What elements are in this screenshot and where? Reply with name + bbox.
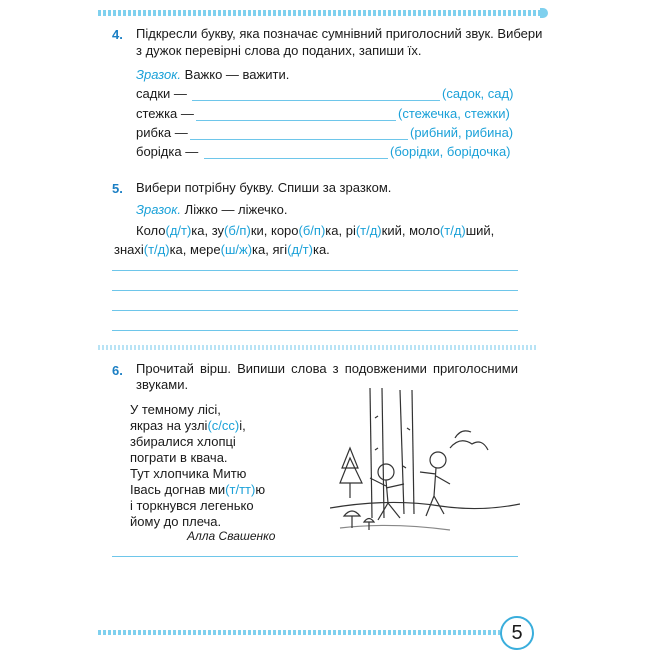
exercise-4-row-4-word: борідка — <box>136 144 199 159</box>
exercise-4-sample <box>136 66 289 84</box>
poem-line <box>130 418 265 434</box>
exercise-4-instruction-line1: Підкресли букву, яка позначає сумнівний приголосний звук. Вибери <box>136 26 543 41</box>
exercise-4-row-1-hint: (садок, сад) <box>442 86 514 101</box>
exercise-5-instruction: Вибери потрібну букву. Спиши за зразком. <box>136 180 392 195</box>
text-fragment: У темному лісі, <box>130 402 221 417</box>
exercise-6-number: 6. <box>112 363 123 378</box>
sample-label: Зразок. <box>136 202 182 217</box>
text-fragment: ший, <box>465 223 495 238</box>
text-fragment: і торкнувся легенько <box>130 498 254 513</box>
text-fragment: і, <box>239 418 246 433</box>
answer-line[interactable] <box>196 120 396 121</box>
bottom-border-decoration <box>98 630 500 635</box>
poem-line <box>130 498 265 514</box>
letter-choice: (б/п) <box>224 223 251 238</box>
answer-line[interactable] <box>192 100 440 101</box>
writing-line[interactable] <box>112 270 518 271</box>
text-fragment: ка, зу <box>191 223 225 238</box>
writing-line[interactable] <box>112 310 518 311</box>
poem-line <box>130 450 265 466</box>
poem-line <box>130 514 265 530</box>
text-fragment: ка. <box>312 242 330 257</box>
text-fragment: кий, моло <box>381 223 440 238</box>
page-number: 5 <box>500 616 534 650</box>
poem-line <box>130 434 265 450</box>
letter-choice: (т/тт) <box>225 482 256 497</box>
exercise-4-row-3-hint: (рибний, рибина) <box>410 125 514 140</box>
text-fragment: ки, коро <box>250 223 299 238</box>
sample-label: Зразок. <box>136 67 182 82</box>
letter-choice: (с/сс) <box>207 418 240 433</box>
exercise-4-row-3-word: рибка — <box>136 125 188 140</box>
text-fragment: пограти в квача. <box>130 450 228 465</box>
letter-choice: (д/т) <box>165 223 192 238</box>
letter-choice: (т/д) <box>355 223 382 238</box>
exercise-5-line-2 <box>114 241 330 259</box>
top-border-end-decoration <box>540 8 548 18</box>
letter-choice: (д/т) <box>287 242 313 257</box>
exercise-6-instruction-line2: звуками. <box>136 377 189 392</box>
exercise-4-instruction-line2: з дужок перевірні слова до поданих, запиши їх. <box>136 43 422 58</box>
poem <box>130 402 265 530</box>
text-fragment: збиралися хлопці <box>130 434 236 449</box>
text-fragment: якраз на узлі <box>130 418 208 433</box>
text-fragment: ю <box>255 482 266 497</box>
answer-line[interactable] <box>204 158 388 159</box>
exercise-4-number: 4. <box>112 27 123 42</box>
exercise-5-number: 5. <box>112 181 123 196</box>
exercise-4-row-2-hint: (стежечка, стежки) <box>398 106 510 121</box>
poem-line <box>130 482 265 498</box>
writing-line[interactable] <box>112 556 518 557</box>
text-fragment: Коло <box>136 223 166 238</box>
text-fragment: знахі <box>114 242 144 257</box>
exercise-5-sample <box>136 201 287 219</box>
answer-line[interactable] <box>190 139 408 140</box>
exercise-4-row-4-hint: (борідки, борідочка) <box>390 144 511 159</box>
text-fragment: ка, ягі <box>252 242 288 257</box>
writing-line[interactable] <box>112 330 518 331</box>
sample-text: Ліжко — ліжечко. <box>184 202 288 217</box>
text-fragment: ка, рі <box>325 223 356 238</box>
letter-choice: (б/п) <box>298 223 326 238</box>
top-border-decoration <box>98 10 548 16</box>
forest-illustration-image <box>330 388 520 548</box>
letter-choice: (ш/ж) <box>220 242 253 257</box>
poem-line <box>130 402 265 418</box>
exercise-5-line-1 <box>136 222 494 240</box>
text-fragment: ка, мере <box>169 242 221 257</box>
text-fragment: Івась догнав ми <box>130 482 226 497</box>
exercise-4-row-1-word: садки — <box>136 86 187 101</box>
writing-line[interactable] <box>112 290 518 291</box>
exercise-6-instruction-line1: Прочитай вірш. Випиши слова з подовженими приголосними <box>136 361 518 376</box>
poem-author: Алла Свашенко <box>187 529 276 543</box>
section-separator <box>98 345 538 350</box>
text-fragment: йому до плеча. <box>130 514 222 529</box>
letter-choice: (т/д) <box>143 242 170 257</box>
letter-choice: (т/д) <box>439 223 466 238</box>
sample-text: Важко — важити. <box>184 67 290 82</box>
poem-line <box>130 466 265 482</box>
exercise-4-row-2-word: стежка — <box>136 106 194 121</box>
text-fragment: Тут хлопчика Митю <box>130 466 247 481</box>
